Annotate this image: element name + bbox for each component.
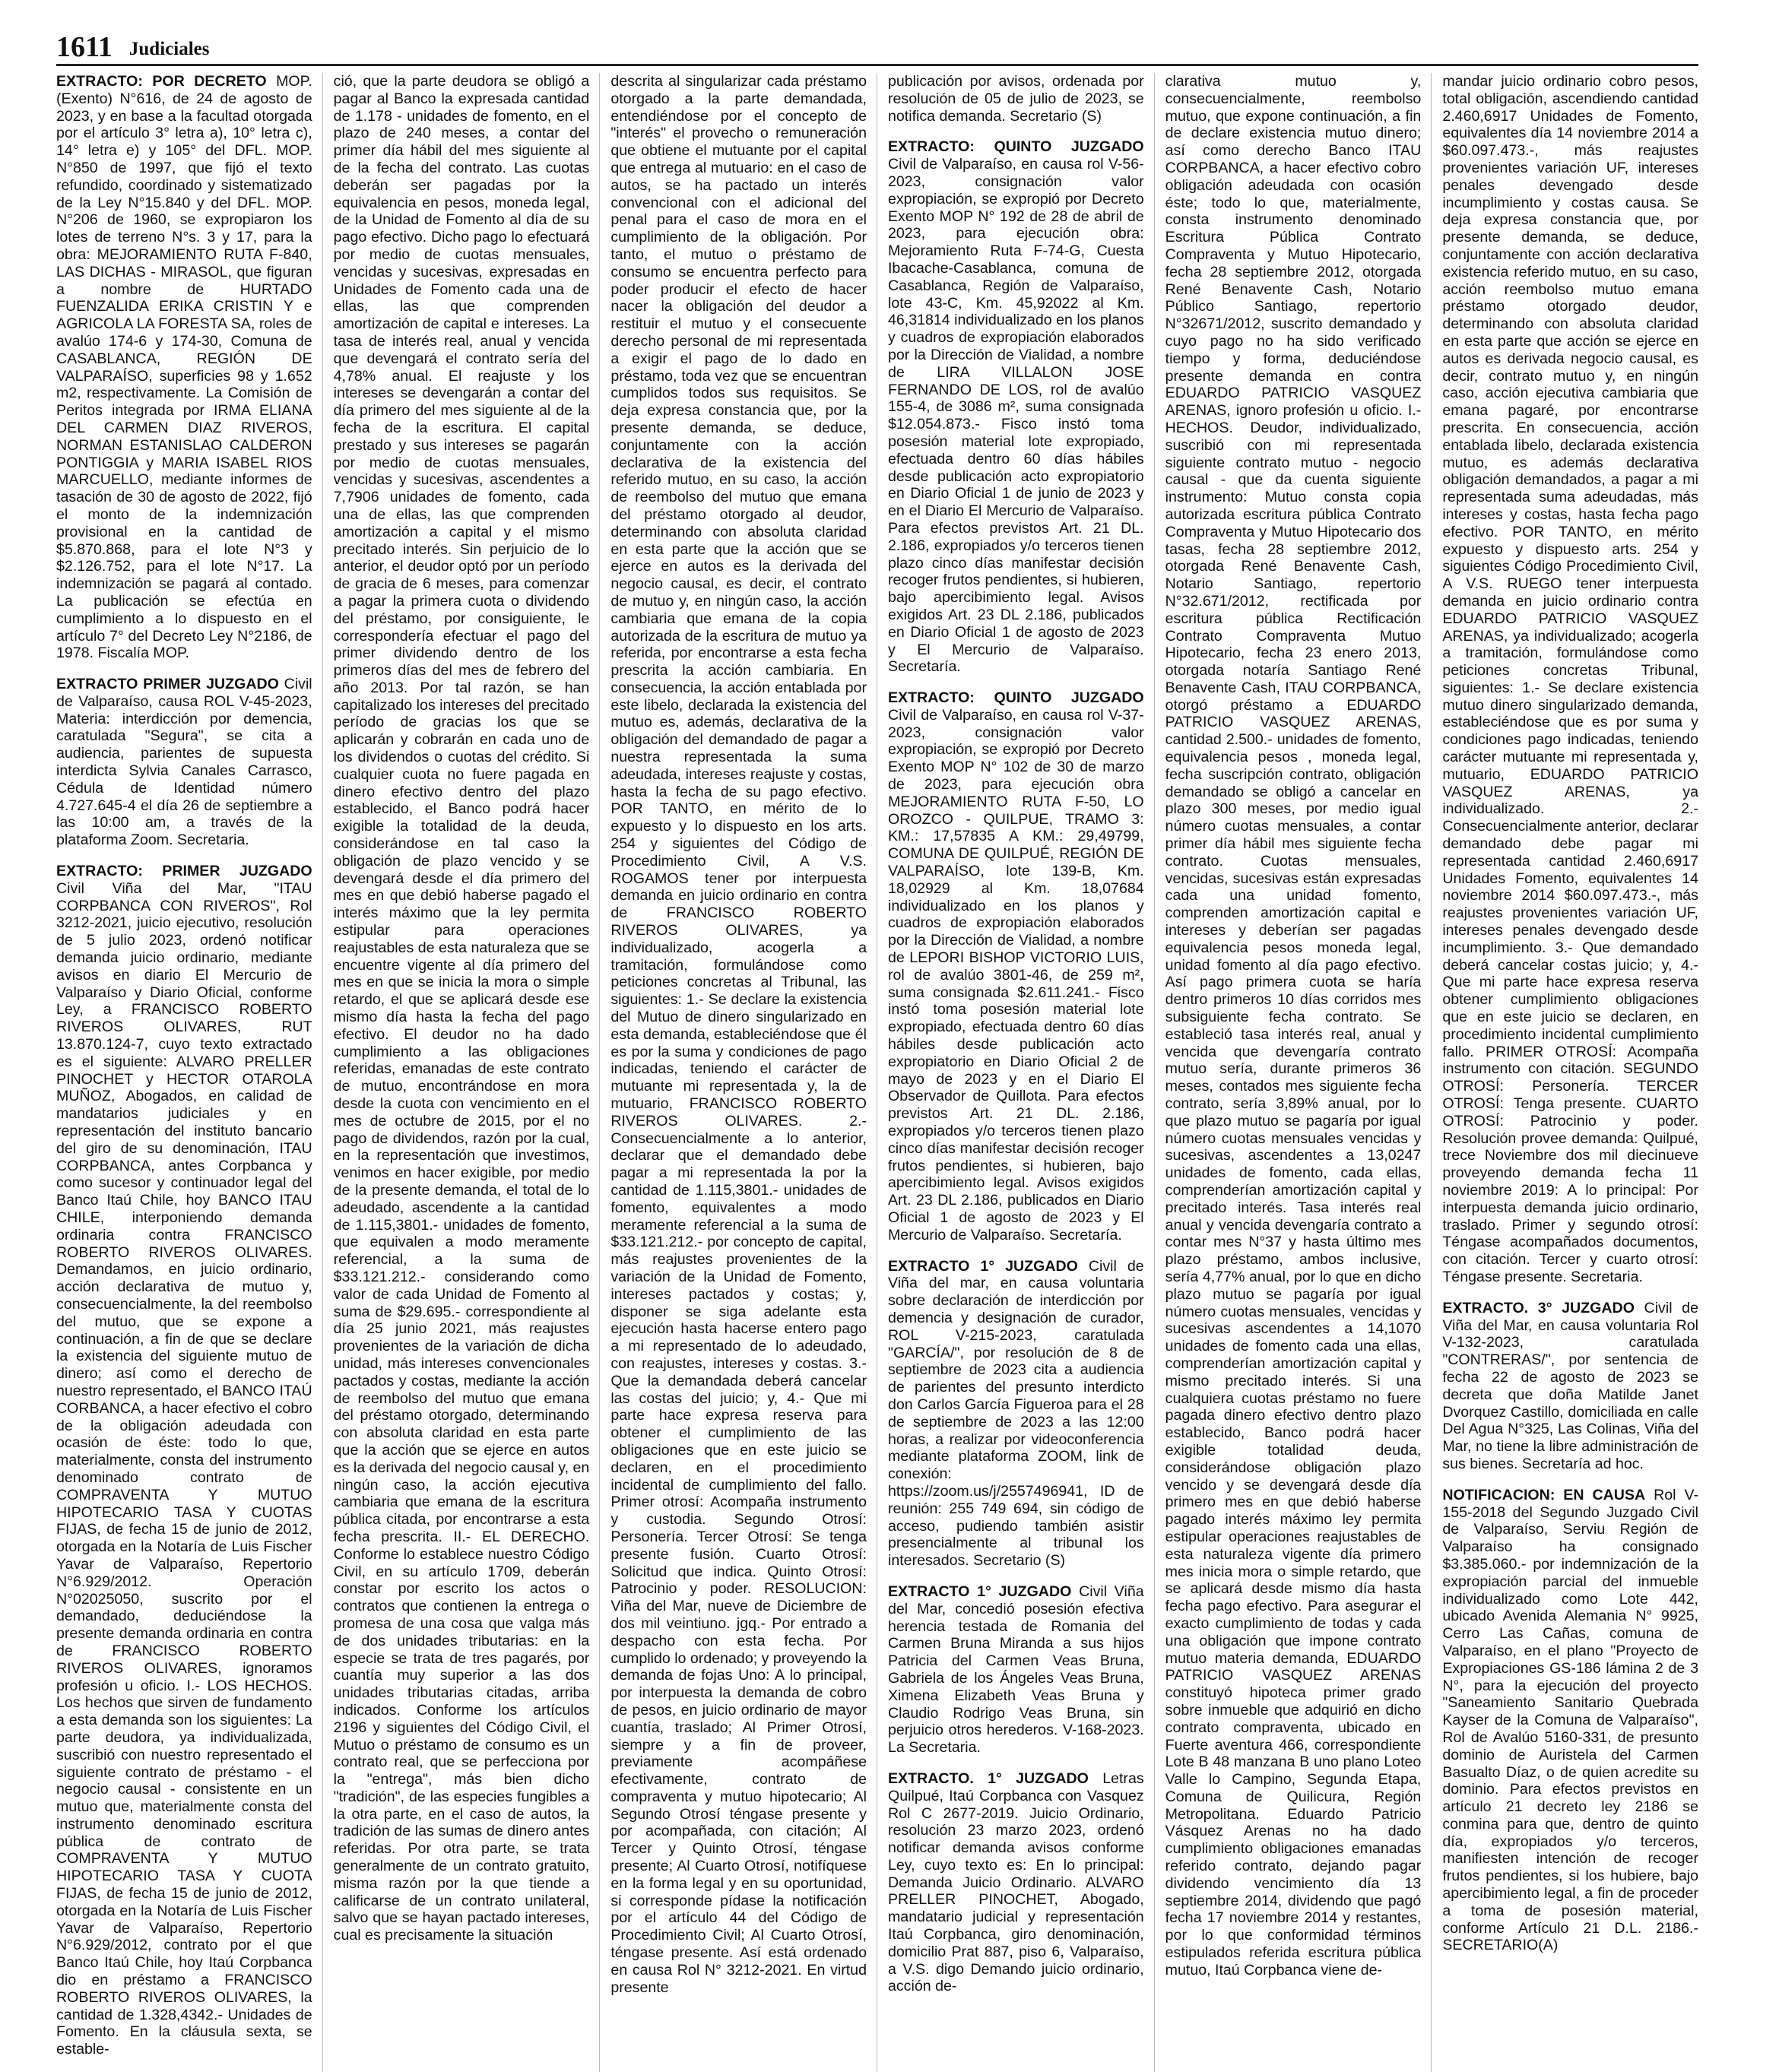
notice-heading: NOTIFICACION: EN CAUSA: [1442, 1486, 1646, 1503]
notices-columns: [56, 73, 1698, 2058]
notice-body: Civil de Valparaíso, en causa rol V-56-2023, consignación valor expropiación, se expropió por Decreto Exento MOP N° 192 de 28 de abril de 2023, para ejecución obra: Mejoramiento Ruta F-74-G, Cuesta Ibacache-Casablanca, comuna de Casablanca, Región de Valparaíso, lote 43-C, Km. 45,92022 al Km. 46,31814 individualizado en los planos y cuadros de expropiación elaborados por la Dirección de Vialidad, a nombre de LIRA VILLALON JOSE FERNANDO DE LOS, rol de avalúo 155-4, de 3086 m², suma consignada $12.054.873.- Fisco instó toma posesión material lote expropiado, efectuada dentro 60 días hábiles desde publicación acto expropiatorio en Diario Oficial 1 de junio de 2023 y en el Diario El Mercurio de Valparaíso. Para efectos previstos Art. 21 DL. 2.186, expropiados y/o terceros tienen plazo cinco días manifestar decisión recoger frutos pendientes, si hubieren, bajo apercibimiento legal. Avisos exigidos Art. 23 DL 2.186, publicados en Diario Oficial 1 de agosto de 2023 y El Mercurio de Valparaíso. Secretaría.: [887, 156, 1144, 676]
notice-body: mandar juicio ordinario cobro pesos, total obligación, ascendiendo cantidad 2.460,6917 Unidades de Fomento, equivalentes día 14 noviembre 2014 a $60.097.473.-, más reajustes provenientes variación UF, intereses penales devengado desde incumplimiento y costas causa. Se deja expresa constancia que, por presente demanda, se deduce, conjuntamente con acción declarativa existencia referido mutuo, en su caso, acción reembolso mutuo emana préstamo otorgado deudor, determinando con absoluta claridad en esta parte que acción se ejerce en autos es derivada negocio causal, es decir, contrato mutuo y, en ningún caso, acción ejecutiva cambiaria que emana pagaré, por encontrarse prescrita. En consecuencia, acción entablada libelo, declarada existencia mutuo, es además declarativa obligación demandados, a pagar a mi representada suma adeudadas, más intereses y costas, hasta fecha pago efectivo. POR TANTO, en mérito expuesto y dispuesto arts. 254 y siguientes Código Procedimiento Civil, A V.S. RUEGO tener interpuesta demanda en juicio ordinario contra EDUARDO PATRICIO VASQUEZ ARENAS, ya individualizado; acogerla a tramitación, formulándose como peticiones concretas Tribunal, siguientes: 1.- Se declare existencia mutuo dinero singularizado demanda, estableciéndose que es por suma y condiciones pago indicadas, teniendo carácter mutuante mi representada y, mutuario, EDUARDO PATRICIO VASQUEZ ARENAS, ya individualizado. 2.- Consecuencialmente anterior, declarar demandado debe pagar mi representada cantidad 2.460,6917 Unidades Fomento, equivalentes 14 noviembre 2014 $60.097.473.-, más reajustes provenientes variación UF, intereses penales devengado desde incumplimiento. 3.- Que demandado deberá cancelar costas juicio; y, 4.- Que mi parte hace expresa reserva obtener cumplimiento obligaciones que en este juicio se declaren, en procedimiento incidental cumplimiento fallo. PRIMER OTROSÍ: Acompaña instrumento con citación. SEGUNDO OTROSÍ: Personería. TERCER OTROSÍ: Tenga presente. CUARTO OTROSÍ: Patrocinio y poder. Resolución provee demanda: Quilpué, trece Noviembre dos mil diecinueve proveyendo demanda fecha 11 noviembre 2019: A lo principal: Por interpuesta demanda juicio ordinario, traslado. Primer y segundo otrosí: Téngase acompañados documentos, con citación. Tercer y cuarto otrosí: Téngase presente. Secretaria.: [1442, 73, 1698, 1285]
notice-heading: EXTRACTO: POR DECRETO: [56, 73, 267, 90]
notice-continuation: [610, 73, 867, 1996]
notice-continuation: [334, 73, 590, 1944]
legal-notice: [888, 1770, 1144, 1995]
notice-body: publicación por avisos, ordenada por resolución de 05 de julio de 2023, se notifica demanda. Secretario (S): [887, 73, 1144, 125]
legal-notice: [56, 73, 312, 662]
header-rule: [56, 64, 1698, 66]
notice-body: Civil Viña del Mar, concedió posesión efectiva herencia testada de Romania del Carmen Bruna Miranda a sus hijos Patricia del Carmen Veas Bruna, Gabriela de los Ángeles Veas Bruna, Ximena Elizabeth Veas Bruna y Claudio Rodrigo Veas Bruna, sin perjuicio otros herederos. V-168-2023. La Secretaria.: [887, 1583, 1144, 1757]
legal-notice: [56, 863, 312, 2058]
notice-continuation: [1165, 73, 1422, 1979]
legal-notice: [1442, 1487, 1698, 1955]
notice-body: Rol V-155-2018 del Segundo Juzgado Civil de Valparaíso, Serviu Región de Valparaíso ha consignado $3.385.060.- por indemnización de la expropiación parcial del inmueble individualizado como Lote 442, ubicado Avenida Alemania N° 9925, Cerro Las Cañas, comuna de Valparaíso, en el plano "Proyecto de Expropiaciones GS-186 lámina 2 de 3 N°, para la ejecución del proyecto "Saneamiento Sanitario Quebrada Kayser de la Comuna de Valparaíso", Rol de Avalúo 5160-331, de presunto dominio de Auristela del Carmen Basualto Díaz, o de quien acredite su dominio. Para efectos previstos en artículo 21 decreto ley 2186 se conmina para que, dentro de quinto día, expropiados y/o terceros, manifiesten intención de recoger frutos pendientes, si los hubiere, bajo apercibimiento legal, a fin de proceder a toma de posesión material, conforme Artículo 21 D.L. 2186.- SECRETARIO(A): [1442, 1486, 1698, 1954]
notice-heading: EXTRACTO 1° JUZGADO: [887, 1583, 1072, 1600]
notice-heading: EXTRACTO PRIMER JUZGADO: [56, 676, 279, 693]
column-3: [610, 73, 867, 2072]
notice-continuation: [888, 73, 1144, 125]
legal-notice: [888, 1583, 1144, 1757]
notice-body: Civil Viña del Mar, "ITAU CORPBANCA CON RIVEROS", Rol 3212-2021, juicio ejecutivo, resolución de 5 julio 2023, ordenó notificar demanda juicio ordinario, mediante avisos en diario El Mercurio de Valparaíso y Diario Oficial, conforme Ley, a FRANCISCO ROBERTO RIVEROS OLIVARES, RUT 13.870.124-7, cuyo texto extractado es el siguiente: ALVARO PRELLER PINOCHET y HECTOR OTAROLA MUÑOZ, Abogados, en calidad de mandatarios judiciales y en representación del instituto bancario del giro de su denominación, ITAU CORPBANCA, antes Corpbanca y como sucesor y continuador legal del Banco Itaú Chile, hoy BANCO ITAU CHILE, interponiendo demanda ordinaria contra FRANCISCO ROBERTO RIVEROS OLIVARES. Demandamos, en juicio ordinario, acción declarativa de mutuo y, consecuencialmente, la del reembolso del mutuo, que se expone a continuación, a fin de que se declare la existencia del siguiente mutuo de dinero; así como el derecho de nuestro representado, el BANCO ITAÚ CORBANCA, a hacer efectivo el cobro de la obligación adeudada con ocasión de éste: todo lo que, materialmente, consta del instrumento denominado contrato de COMPRAVENTA Y MUTUO HIPOTECARIO TASA Y CUOTAS FIJAS, de fecha 15 de junio de 2012, otorgada en la Notaría de Luis Fischer Yavar de Valparaíso, Repertorio N°6.929/2012. Operación N°02025050, suscrito por el demandado, deduciéndose la presente demanda ordinaria en contra de FRANCISCO ROBERTO RIVEROS OLIVARES, ignoramos profesión u oficio. I.- LOS HECHOS. Los hechos que sirven de fundamento a esta demanda son los siguientes: La parte deudora, ya individualizada, suscribió con nuestro representado el siguiente contrato de préstamo - el negocio causal - consistente en un mutuo que, materialmente consta del instrumento denominado escritura pública de contrato de COMPRAVENTA Y MUTUO HIPOTECARIO TASA Y CUOTA FIJAS, de fecha 15 de junio de 2012, otorgada en la Notaría de Luis Fischer Yavar de Valparaíso, Repertorio N°6.929/2012, contrato por el que Banco Itaú Chile, hoy Itaú Corpbanca dio en préstamo a FRANCISCO ROBERTO RIVEROS OLIVARES, la cantidad de 1.328,4342.- Unidades de Fomento. En la cláusula sexta, se estable-: [56, 879, 312, 2058]
notice-body: Letras Quilpué, Itaú Corpbanca con Vasquez Rol C 2677-2019. Juicio Ordinario, resolución 23 marzo 2023, ordenó notificar demanda avisos conforme Ley, cuyo texto es: En lo principal: Demanda Juicio Ordinario. ALVARO PRELLER PINOCHET, Abogado, mandatario judicial y representación Itaú Corpbanca, giro denominación, domicilio Prat 887, piso 6, Valparaíso, a V.S. digo Demando juicio ordinario, acción de-: [887, 1769, 1144, 1995]
column-5: [1165, 73, 1422, 2072]
notice-body: Civil de Viña del mar, en causa voluntaria sobre declaración de interdicción por demencia y designación de curador, ROL V-215-2023, caratulada "GARCÍA/", por resolución de 8 de septiembre de 2023 cita a audiencia de parientes del presunto interdicto don Carlos García Figueroa para el 28 de septiembre de 2023 a las 12:00 horas, a realizar por videoconferencia mediante plataforma ZOOM, link de conexión: https://zoom.us/j/2557496941, ID de reunión: 255 749 694, sin código de acceso, pudiendo también asistir presencialmente al tribunal los interesados. Secretario (S): [887, 1257, 1144, 1570]
legal-notice: [888, 689, 1144, 1244]
notice-body: Civil de Valparaíso, en causa rol V-37-2023, consignación valor expropiación, se expropió por Decreto Exento MOP N° 102 de 30 de marzo de 2023, para ejecución obra MEJORAMIENTO RUTA F-50, LO OROZCO - QUILPUE, TRAMO 3: KM.: 17,57835 A KM.: 29,49799, COMUNA DE QUILPUÉ, REGIÓN DE VALPARAÍSO, lote 139-B, Km. 18,02929 al Km. 18,07684 individualizado en los planos y cuadros de expropiación elaborados por la Dirección de Vialidad, a nombre de LEPORI BISHOP VICTORIO LUIS, rol de avalúo 3801-46, de 259 m², suma consignada $2.611.241.- Fisco instó toma posesión material lote expropiado, efectuada dentro 60 días hábiles desde publicación acto expropiatorio en Diario Oficial 2 de mayo de 2023 y en el Diario El Observador de Quillota. Para efectos previstos Art. 21 DL. 2.186, expropiados y/o terceros tienen plazo cinco días manifestar decisión recoger frutos pendientes, si hubieren, bajo apercibimiento legal. Avisos exigidos Art. 23 DL 2.186, publicados en Diario Oficial 1 de agosto de 2023 y El Mercurio de Valparaíso. Secretaría.: [887, 706, 1144, 1244]
notice-body: Civil de Viña del Mar, en causa voluntaria Rol V-132-2023, caratulada "CONTRERAS/", por sentencia de fecha 22 de agosto de 2023 se decreta que doña Matilde Janet Dvorquez Castillo, domiciliada en calle Del Agua N°325, Las Colinas, Viña del Mar, no tiene la libre administración de sus bienes. Secretaría ad hoc.: [1442, 1299, 1698, 1472]
notice-heading: EXTRACTO 1° JUZGADO: [887, 1257, 1078, 1275]
notice-body: descrita al singularizar cada préstamo otorgado a la parte demandada, entendiéndose por el concepto de "interés" el provecho o remuneración que obtiene el mutuante por el capital que entrega al mutuario: en el caso de autos, se ha pactado un interés convencional con el adicional del penal para el caso de mora en el cumplimiento de la obligación. Por tanto, el mutuo o préstamo de consumo se encuentra perfecto para poder producir el efecto de hacer nacer la obligación del deudor a restituir el mutuo y el consecuente derecho personal de mi representada a exigir el pago de lo dado en préstamo, toda vez que se encuentran cumplidos todos sus requisitos. Se deja expresa constancia que, por la presente demanda, se deduce, conjuntamente con la acción declarativa de la existencia del referido mutuo, en su caso, la acción de reembolso del mutuo que emana del préstamo otorgado al deudor, determinando con absoluta claridad en esta parte que la acción que se ejerce en autos es la derivada del negocio causal, es decir, el contrato de mutuo y, en ningún caso, la acción cambiaria que emana de la copia autorizada de la escritura de mutuo ya referida, por encontrarse a esta fecha prescrita la acción cambiaria. En consecuencia, la acción entablada por este libelo, declarada la existencia del mutuo es, además, declarativa de la obligación del demandado de pagar a nuestra representada la suma adeudada, intereses reajuste y costas, hasta la fecha de su pago efectivo. POR TANTO, en mérito de lo expuesto y lo dispuesto en los arts. 254 y siguientes del Código de Procedimiento Civil, A V.S. ROGAMOS tener por interpuesta demanda en juicio ordinario en contra de FRANCISCO ROBERTO RIVEROS OLIVARES, ya individualizado, acogerla a tramitación, formulándose como peticiones concretas al Tribunal, las siguientes: 1.- Se declare la existencia del Mutuo de dinero singularizado en esta demanda, estableciéndose que él es por la suma y condiciones de pago indicadas, teniendo el carácter de mutuante mi representada y, la de mutuario, FRANCISCO ROBERTO RIVEROS OLIVARES. 2.- Consecuencialmente a lo anterior, declarar que el demandado debe pagar a mi representada la por la cantidad de 1.115,3801.- unidades de fomento, equivalentes a modo meramente referencial a la suma de $33.121.212.- por concepto de capital, más reajustes provenientes de la variación de la Unidad de Fomento, intereses pactados y costas; y, disponer se siga adelante esta ejecución hasta hacerse entero pago a mi representado de lo adeudado, con reajustes, intereses y costas. 3.- Que la demandada deberá cancelar las costas del juicio; y, 4.- Que mi parte hace expresa reserva para obtener el cumplimiento de las obligaciones que en este juicio se declaren, en el procedimiento incidental de cumplimiento del fallo. Primer otrosí: Acompaña instrumento y custodia. Segundo Otrosí: Personería. Tercer Otrosí: Se tenga presente fusión. Cuarto Otrosí: Solicitud que indica. Quinto Otrosí: Patrocinio y poder. RESOLUCION: Viña del Mar, nueve de Diciembre de dos mil veintiuno. jgq.- Por entrado a despacho con esta fecha. Por cumplido lo ordenado; y proveyendo la demanda de fojas Uno: A lo principal, por interpuesta la demanda de cobro de pesos, en juicio ordinario de mayor cuantía, traslado; Al Primer Otrosí, siempre y a fin de proveer, previamente acompáñese efectivamente, contrato de compraventa y mutuo hipotecario; Al Segundo Otrosí téngase presente y por acompañada, con citación; Al Tercer y Quinto Otrosí, téngase presente; Al Cuarto Otrosí, notifíquese en la forma legal y en su oportunidad, si corresponde pídase la notificación por el artículo 44 del Código de Procedimiento Civil; Al Cuarto Otrosí, téngase presente. Así está ordenado en causa Rol N° 3212-2021. En virtud presente: [610, 73, 867, 1996]
notice-body: MOP. (Exento) N°616, de 24 de agosto de 2023, y en base a la facultad otorgada por el artículo 3° letra a), 10° letra c), 14° letra e) y 105° del DFL. MOP. N°850 de 1997, que fijó el texto refundido, coordinado y sistematizado de la Ley N°15.840 y del DFL. MOP. N°206 de 1960, se expropiaron los lotes de terreno N°s. 3 y 17, para la obra: MEJORAMIENTO RUTA F-840, LAS DICHAS - MIRASOL, que figuran a nombre de HURTADO FUENZALIDA ERIKA CRISTIN Y e AGRICOLA LA FORESTA SA, roles de avalúo 174-6 y 174-30, Comuna de CASABLANCA, REGIÓN DE VALPARAÍSO, superficies 98 y 1.652 m2, respectivamente. La Comisión de Peritos integrada por IRMA ELIANA DEL CARMEN DIAZ RIVEROS, NORMAN ESTANISLAO CALDERON PONTIGGIA y MARIA ISABEL RIOS MARCUELLO, mediante informes de tasación de 30 de agosto de 2022, fijó el monto de la indemnización provisional en la cantidad de $5.870.868, para el lote N°3 y $2.126.752, para el lote N°17. La indemnización se pagará al contado. La publicación se efectúa en cumplimiento a lo dispuesto en el artículo 7° del Decreto Ley N°2186, de 1978. Fiscalía MOP.: [56, 73, 312, 662]
notice-heading: EXTRACTO. 3° JUZGADO: [1442, 1299, 1635, 1316]
column-1: [56, 73, 312, 2072]
page-number: 1611: [56, 31, 113, 63]
column-2: [334, 73, 590, 2072]
column-6: [1442, 73, 1698, 2072]
legal-notice: [1442, 1300, 1698, 1473]
page-header: [56, 27, 1698, 62]
notice-body: clarativa mutuo y, consecuencialmente, reembolso mutuo, que expone continuación, a fin de declare existencia mutuo dinero; así como derecho Banco ITAU CORPBANCA, a hacer efectivo cobro obligación adeudada con ocasión éste; todo lo que, materialmente, consta instrumento denominado Escritura Pública Contrato Compraventa y Mutuo Hipotecario, fecha 28 septiembre 2012, otorgada René Benavente Cash, Notario Público Santiago, repertorio N°32671/2012, suscrito demandado y cuyo pago no ha sido verificado tiempo y forma, deduciéndose presente demanda en contra EDUARDO PATRICIO VASQUEZ ARENAS, ignoro profesión u oficio. I.- HECHOS. Deudor, individualizado, suscribió con mi representada siguiente contrato mutuo - negocio causal - que da cuenta siguiente instrumento: Mutuo consta copia autorizada escritura pública Contrato Compraventa y Mutuo Hipotecario dos tasas, fecha 28 septiembre 2012, otorgada René Benavente Cash, Notario Santiago, repertorio N°32.671/2012, rectificada por escritura pública Rectificación Contrato Compraventa Mutuo Hipotecario, fecha 23 enero 2013, otorgada notaría Santiago René Benavente Cash, ITAU CORPBANCA, otorgó préstamo a EDUARDO PATRICIO VASQUEZ ARENAS, cantidad 2.500.- unidades de fomento, equivalencia pesos , moneda legal, fecha suscripción contrato, obligación demandado se obligó a cancelar en plazo 300 meses, por medio igual número cuotas mensuales, a contar primer día hábil mes siguiente fecha contrato. Cuotas mensuales, vencidas, sucesivas están expresadas cada una unidad fomento, comprenden amortización capital e intereses y deberían ser pagadas equivalencia pesos moneda legal, unidad fomento al día pago efectivo. Así pago primera cuota se haría dentro primeros 10 días corridos mes subsiguiente fecha contrato. Se estableció tasa interés real, anual y vencida que devengaría contrato mutuo sería, durante primeros 36 meses, contados mes siguiente fecha contrato, sería 3,89% anual, por lo que plazo mutuo se pagaría por igual número cuotas mensuales vencidas y sucesivas, ascendentes a 13,0247 unidades de fomento, cada ellas, comprenderían amortización capital y precitado interés. Tasa interés real anual y vencida devengaría contrato a contar mes N°37 y hasta último mes plazo préstamo, ambos inclusive, sería 4,77% anual, por lo que en dicho plazo mutuo se pagaría por igual número cuotas mensuales, vencidas y sucesivas ascendentes a 14,1070 unidades de fomento cada una ellas, comprenderían amortización capital y mismo precitado interés. Si una cualquiera cuotas préstamo no fuere pagada dinero efectivo dentro plazo establecido, Banco podrá hacer exigible totalidad deuda, considerándose obligación plazo vencido y se devengará desde día primero mes en que debió haberse pagado interés máximo ley permita estipular operaciones reajustables de esta naturaleza vigente día primero mes inicia mora o simple retardo, que se aplicará desde mismo día hasta fecha pago efectivo. Para asegurar el exacto cumplimiento de todas y cada una obligación que impone contrato mutuo materia demanda, EDUARDO PATRICIO VASQUEZ ARENAS constituyó hipoteca primer grado sobre inmueble que adquirió en dicho contrato compraventa, ubicado en Fuerte aventura 466, correspondiente Lote B 48 manzana B uno plano Loteo Valle lo Campino, Segunda Etapa, Comuna de Quilicura, Región Metropolitana. Eduardo Patricio Vásquez Arenas no ha dado cumplimiento obligaciones emanadas referido contrato, dejando pagar dividendo vencimiento día 13 septiembre 2014, dividendo que pagó fecha 17 noviembre 2014 y restantes, por lo que conformidad términos estipulados referida escritura pública mutuo, Itaú Corpbanca viene de-: [1165, 73, 1422, 1979]
notice-heading: EXTRACTO: QUINTO JUZGADO: [887, 689, 1144, 707]
notice-body: ció, que la parte deudora se obligó a pagar al Banco la expresada cantidad de 1.178 - unidades de fomento, en el plazo de 240 meses, a contar del primer día hábil del mes siguiente al de la fecha del contrato. Las cuotas deberán ser pagadas por la equivalencia en pesos, moneda legal, de la Unidad de Fomento al día de su pago efectivo. Dicho pago lo efectuará por medio de cuotas mensuales, vencidas y sucesivas, expresadas en Unidades de Fomento cada una de ellas, las que comprenden amortización de capital e intereses. La tasa de interés real, anual y vencida que devengará el contrato sería del 4,78% anual. El reajuste y los intereses se devengarán a contar del día primero del mes siguiente al de la fecha de la escritura. El capital prestado y sus intereses se pagarán por medio de cuotas mensuales, vencidas y sucesivas, ascendentes a 7,7906 unidades de fomento, cada una de ellas, las que comprenden amortización a capital y el mismo precitado interés. Sin perjuicio de lo anterior, el deudor optó por un período de gracia de 6 meses, para comenzar a pagar la primera cuota o dividendo del préstamo, por consiguiente, le correspondería efectuar el pago del primer dividendo dentro de los primeros días del mes de febrero del año 2013. Por tal razón, se han capitalizado los intereses del precitado período de gracias los que se aplicarán y cobrarán en cada uno de los dividendos o cuotas del crédito. Si cualquier cuota no fuere pagada en dinero efectivo dentro del plazo establecido, el Banco podrá hacer exigible la totalidad de la deuda, considerándose en tal caso la obligación de plazo vencido y se devengará desde el día primero del mes en que debió haberse pagado el interés máximo que la ley permita estipular para operaciones reajustables de esta naturaleza que se encuentre vigente al día primero del mes en que se inicia la mora o simple retardo, el que se aplicará desde ese mismo día hasta la fecha del pago efectivo. El deudor no ha dado cumplimiento a las obligaciones referidas, emanadas de este contrato de mutuo, encontrándose en mora desde la cuota con vencimiento en el mes de octubre de 2015, por el no pago de dividendos, razón por la cual, en la representación que investimos, venimos en hacer exigible, por medio de la presente demanda, el total de lo adeudado, ascendente a la cantidad de 1.115,3801.- unidades de fomento, que equivalen a modo meramente referencial, a la suma de $33.121.212.- considerando como valor de cada Unidad de Fomento al suma de $29.695.- correspondiente al día 25 junio 2021, más reajustes provenientes de la variación de dicha unidad, más intereses convencionales pactados y costas, mediante la acción de reembolso del mutuo que emana del préstamo otorgado, determinando con absoluta claridad en esta parte que la acción que se ejerce en autos es la derivada del negocio causal y, en ningún caso, la acción ejecutiva cambiaria que emana de la escritura pública citada, por encontrarse a esta fecha prescrita. II.- EL DERECHO. Conforme lo establece nuestro Código Civil, en su artículo 1709, deberán constar por escrito los actos o contratos que contienen la entrega o promesa de una cosa que valga más de dos unidades tributarias: en la especie se trata de tres pagarés, por cuantía muy superior a las dos unidades tributarias citadas, arriba indicados. Conforme los artículos 2196 y siguientes del Código Civil, el Mutuo o préstamo de consumo es un contrato real, que se perfeccionа por la "entrega", más bien dicho "tradición", de las especies fungibles a la otra parte, en el caso de autos, la tradición de las sumas de dinero antes referidas. Por otra parte, se trata generalmente de un contrato gratuito, misma razón por la que tiende a calificarse de un contrato unilateral, salvo que se hayan pactado intereses, cual es precisamente la situación: [333, 73, 590, 1944]
legal-notice: [888, 138, 1144, 676]
legal-notice: [56, 676, 312, 849]
notice-heading: EXTRACTO. 1° JUZGADO: [887, 1769, 1089, 1787]
column-4: [888, 73, 1144, 2072]
notice-heading: EXTRACTO: PRIMER JUZGADO: [56, 863, 312, 880]
notice-continuation: [1442, 73, 1698, 1286]
notice-body: Civil de Valparaíso, causa ROL V-45-2023, Materia: interdicción por demencia, caratulada "Segura", se cita a audiencia, parientes de supuesta interdicta Sylvia Canales Carrasco, Cédula de Identidad número 4.727.645-4 el día 26 de septiembre a las 10:00 am, a través de la plataforma Zoom. Secretaria.: [56, 676, 312, 849]
legal-notice: [888, 1258, 1144, 1570]
notice-heading: EXTRACTO: QUINTO JUZGADO: [887, 138, 1144, 156]
section-title: Judiciales: [128, 39, 210, 59]
